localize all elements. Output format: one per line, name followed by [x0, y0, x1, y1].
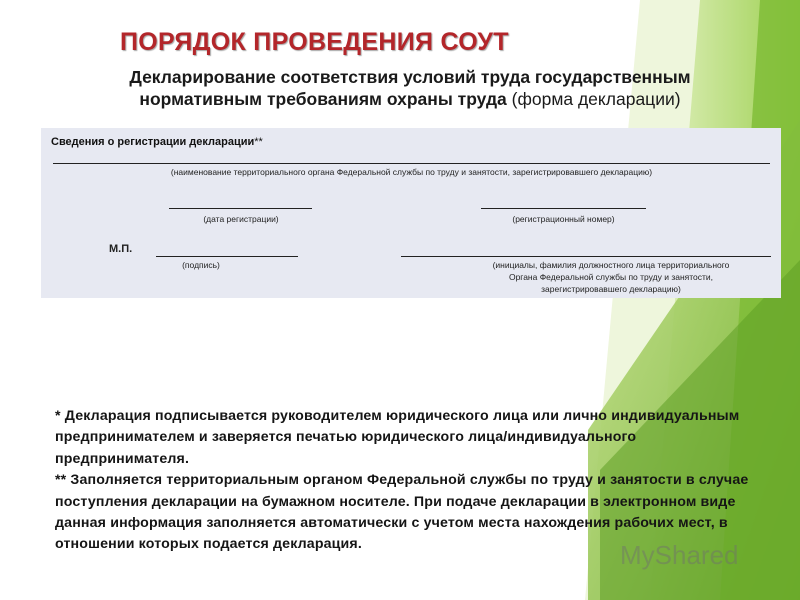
watermark: MyShared — [620, 540, 739, 570]
footnotes — [55, 406, 770, 556]
subtitle-form-note: (форма декларации) — [506, 89, 681, 109]
form-heading — [51, 136, 263, 148]
form-heading-text: Сведения о регистрации декларации — [51, 136, 255, 148]
stamp-label: М.П. — [109, 243, 133, 255]
official-caption-line-3: зарегистрировавшего декларацию) — [541, 284, 681, 294]
signature-caption: (подпись) — [182, 260, 220, 270]
number-caption: (регистрационный номер) — [512, 214, 615, 224]
subtitle-bold-text: Декларирование соответствия условий труда государственным нормативным требованиям охраны труда — [129, 67, 691, 109]
footnote-signature: * Декларация подписывается руководителем юридического лица или лично индивидуальным предпринимателем и заверяется печатью юридического лица/индивидуального предпринимателя. — [55, 408, 740, 467]
declaration-registration-form — [41, 128, 781, 298]
date-line — [169, 208, 312, 209]
form-heading-mark: ** — [254, 136, 263, 148]
official-caption-line-1: (инициалы, фамилия должностного лица территориального — [492, 260, 730, 270]
official-line — [401, 256, 771, 257]
org-name-caption: (наименование территориального органа Федеральной службы по труду и занятости, зарегистрировавшего декларацию) — [170, 167, 653, 177]
official-caption-line-2: Органа Федеральной службы по труду и занятости, — [508, 272, 714, 282]
date-caption: (дата регистрации) — [203, 214, 279, 224]
slide-title: ПОРЯДОК ПРОВЕДЕНИЯ СОУТ — [120, 28, 509, 56]
number-line — [481, 208, 646, 209]
slide-subtitle — [80, 66, 740, 110]
footnote-registration: ** Заполняется территориальным органом Федеральной службы по труду и занятости в случае поступления декларации на бумажном носителе. При подаче декларации в электронном виде данная информация заполняется автоматически с учетом места нахождения рабочих мест, в отношении которых подается декларация. — [55, 472, 749, 553]
signature-line — [156, 256, 298, 257]
org-name-line — [53, 163, 770, 164]
